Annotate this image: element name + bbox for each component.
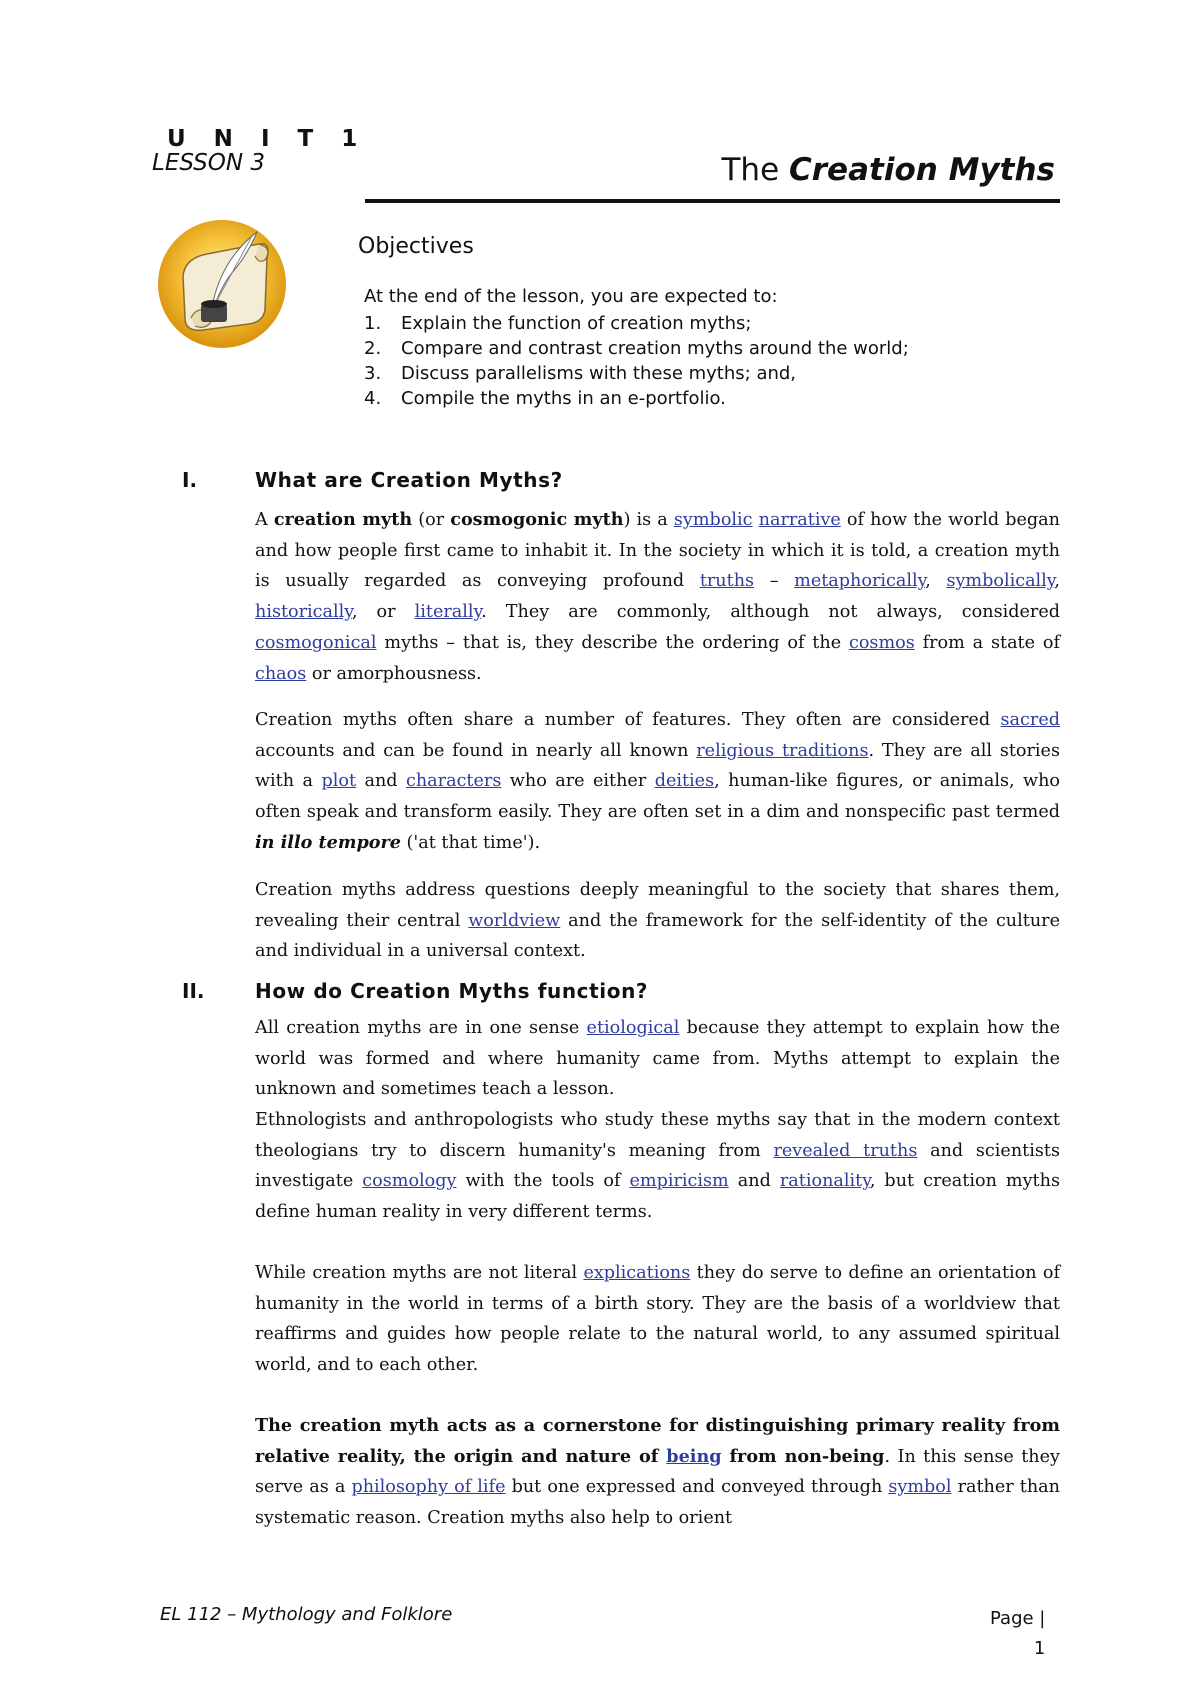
paragraph: Ethnologists and anthropologists who study these myths say that in the modern context theologians try to discern humanity's meaning from revealed truths and scientists investigate cosmology with the tools of empiricism and rationality, but creation myths define human reality in very different terms.	[255, 1110, 1060, 1223]
objectives-heading: Objectives	[358, 234, 474, 259]
link[interactable]: narrative	[758, 510, 841, 530]
footer-course: EL 112 – Mythology and Folklore	[160, 1604, 453, 1625]
unit-label: U N I T 1	[167, 126, 368, 152]
link[interactable]: plot	[321, 771, 357, 792]
link[interactable]: symbol	[888, 1477, 952, 1498]
paragraph: All creation myths are in one sense etiological because they attempt to explain how the world was formed and where humanity came from. Myths attempt to explain the unknown and sometimes teach a lesson.	[255, 1018, 1060, 1100]
link[interactable]: literally	[414, 602, 482, 623]
link[interactable]: revealed truths	[773, 1140, 918, 1161]
list-item: 1. Explain the function of creation myths;	[364, 313, 752, 334]
section-heading: How do Creation Myths function?	[255, 979, 649, 1003]
link[interactable]: symbolic	[673, 510, 753, 530]
title-plain: The	[721, 152, 780, 188]
objectives-intro: At the end of the lesson, you are expected to:	[364, 286, 778, 307]
footer-page-number: 1	[1033, 1638, 1046, 1659]
link[interactable]: being	[666, 1445, 722, 1467]
link[interactable]: cosmology	[362, 1171, 457, 1192]
title-rule	[365, 199, 1060, 203]
paragraph: A creation myth (or cosmogonic myth) is a symbolic narrative of how the world began and how people first came to inhabit it. In the society in which it is told, a creation myth is usually regarded as conveying profound truths – metaphorically, symbolically, historically, or literally. They are commonly, although not always, considered cosmogonical myths – that is, they describe the ordering of the cosmos from a state of chaos or amorphousness.	[255, 509, 1061, 684]
link[interactable]: historically	[255, 602, 352, 623]
link[interactable]: sacred	[1000, 710, 1060, 730]
footer-page	[990, 1604, 1045, 1664]
page-title	[722, 152, 1056, 188]
link[interactable]: chaos	[255, 663, 307, 684]
paragraph: The creation myth acts as a cornerstone for distinguishing primary reality from relative reality, the origin and nature of being from non-being. In this sense they serve as a philosophy of life but one expressed and conveyed through symbol rather than systematic reason. Creation myths also help to orient	[255, 1415, 1061, 1529]
list-item: 2. Compare and contrast creation myths around the world;	[364, 338, 909, 359]
link[interactable]: cosmos	[848, 632, 915, 653]
link[interactable]: characters	[406, 771, 502, 792]
footer-page-label: Page |	[990, 1608, 1046, 1629]
section-heading: What are Creation Myths?	[255, 468, 563, 492]
link[interactable]: explications	[583, 1263, 691, 1283]
link[interactable]: deities	[654, 771, 715, 792]
link[interactable]: empiricism	[629, 1171, 729, 1192]
paragraph: Creation myths often share a number of features. They often are considered sacred accounts and can be found in nearly all known religious traditions. They are all stories with a plot and characters who are either deities, human-like figures, or animals, who often speak and transform easily. They are often set in a dim and nonspecific past termed in illo tempore ('at that time').	[255, 710, 1060, 853]
paragraph: While creation myths are not literal explications they do serve to define an orientation of humanity in the world in terms of a birth story. They are the basis of a worldview that reaffirms and guides how people relate to the natural world, to any assumed spiritual world, and to each other.	[255, 1263, 1061, 1376]
quill-scroll-icon	[155, 218, 290, 353]
link[interactable]: religious traditions	[696, 740, 869, 761]
link[interactable]: metaphorically	[794, 571, 926, 592]
list-item: 4. Compile the myths in an e-portfolio.	[364, 388, 726, 409]
link[interactable]: symbolically	[946, 571, 1055, 592]
link[interactable]: truths	[699, 571, 755, 592]
objectives-list	[364, 311, 909, 411]
title-italic: Creation Myths	[789, 152, 1055, 188]
lesson-label: LESSON 3	[152, 150, 265, 176]
section-number: I.	[182, 468, 198, 492]
paragraph: Creation myths address questions deeply meaningful to the society that shares them, revealing their central worldview and the framework for the self-identity of the culture and individual in a universal context.	[255, 880, 1060, 962]
list-item: 3. Discuss parallelisms with these myths; and,	[364, 363, 797, 384]
link[interactable]: philosophy of life	[351, 1477, 506, 1498]
link[interactable]: worldview	[468, 910, 561, 931]
link[interactable]: cosmogonical	[255, 632, 377, 653]
link[interactable]: etiological	[586, 1018, 680, 1038]
link[interactable]: rationality	[779, 1171, 870, 1192]
section-number: II.	[182, 979, 205, 1003]
